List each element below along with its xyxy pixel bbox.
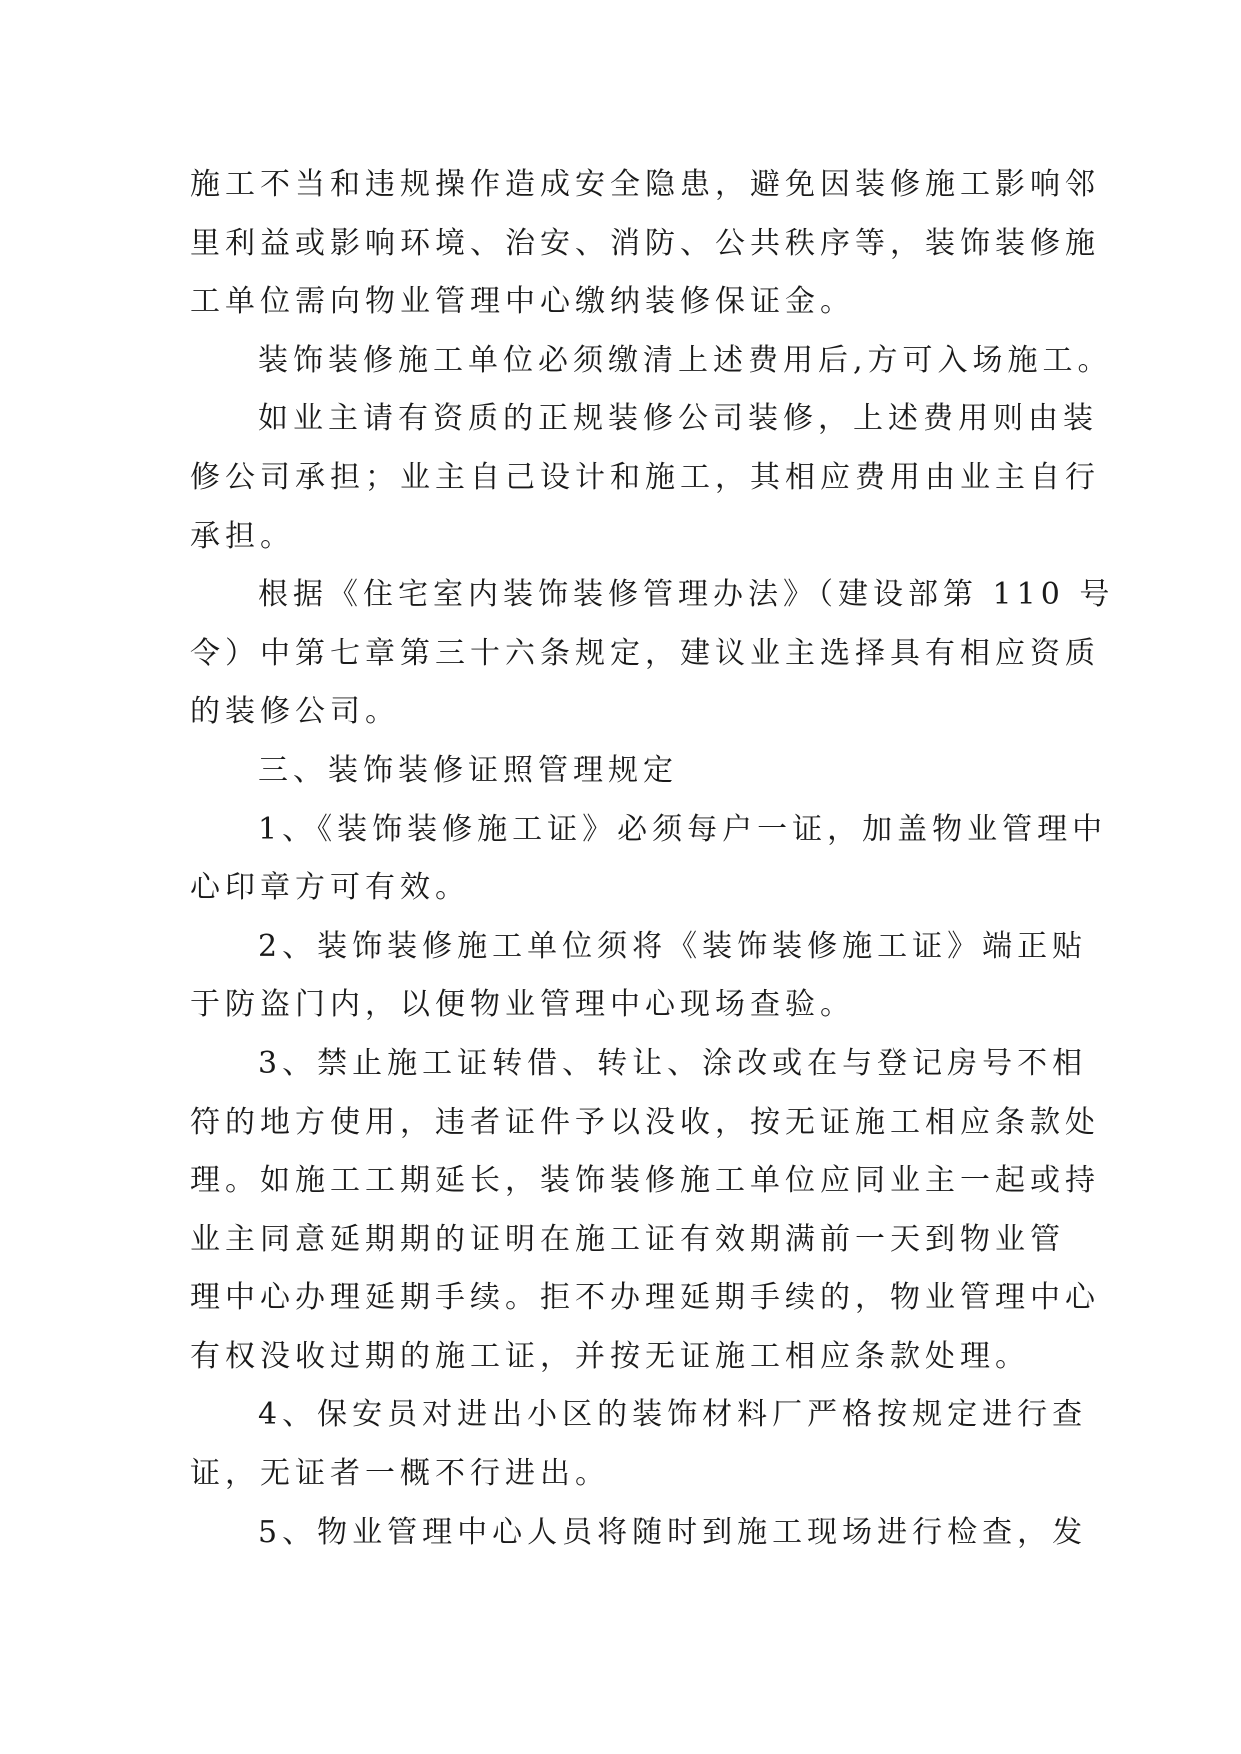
text-line: 5、物业管理中心人员将随时到施工现场进行检查，发	[258, 1514, 1088, 1550]
text-line: 修公司承担；业主自己设计和施工，其相应费用由业主自行	[190, 459, 1100, 495]
text-line: 令）中第七章第三十六条规定，建议业主选择具有相应资质	[190, 635, 1100, 671]
text-line: 理中心办理延期手续。拒不办理延期手续的，物业管理中心	[190, 1280, 1100, 1316]
text-line: 符的地方使用，违者证件予以没收，按无证施工相应条款处	[190, 1104, 1100, 1140]
text-line: 理。如施工工期延长，装饰装修施工单位应同业主一起或持	[190, 1163, 1100, 1199]
text-line: 里利益或影响环境、治安、消防、公共秩序等，装饰装修施	[190, 225, 1100, 261]
text-line: 2、装饰装修施工单位须将《装饰装修施工证》端正贴	[258, 928, 1088, 964]
text-line: 于防盗门内，以便物业管理中心现场查验。	[190, 987, 855, 1023]
section-heading: 三、装饰装修证照管理规定	[258, 752, 678, 788]
text-line: 如业主请有资质的正规装修公司装修，上述费用则由装	[258, 401, 1098, 437]
document-body	[190, 156, 1115, 1562]
text-line: 3、禁止施工证转借、转让、涂改或在与登记房号不相	[258, 1045, 1088, 1081]
text-line: 的装修公司。	[190, 694, 400, 730]
text-line: 施工不当和违规操作造成安全隐患，避免因装修施工影响邻	[190, 167, 1100, 202]
text-line: 4、保安员对进出小区的装饰材料厂严格按规定进行查	[258, 1397, 1088, 1433]
text-line: 业主同意延期期的证明在施工证有效期满前一天到物业管	[190, 1221, 1065, 1257]
text-line: 装饰装修施工单位必须缴清上述费用后,方可入场施工。	[258, 342, 1113, 378]
text-line: 心印章方可有效。	[190, 870, 470, 906]
text-line: 根据《住宅室内装饰装修管理办法》（建设部第 110 号	[258, 577, 1115, 613]
text-line: 1、《装饰装修施工证》必须每户一证，加盖物业管理中	[258, 811, 1108, 847]
text-line: 证，无证者一概不行进出。	[190, 1456, 610, 1492]
text-line: 工单位需向物业管理中心缴纳装修保证金。	[190, 284, 855, 320]
text-line: 有权没收过期的施工证，并按无证施工相应条款处理。	[190, 1338, 1030, 1374]
text-line: 承担。	[190, 518, 295, 554]
